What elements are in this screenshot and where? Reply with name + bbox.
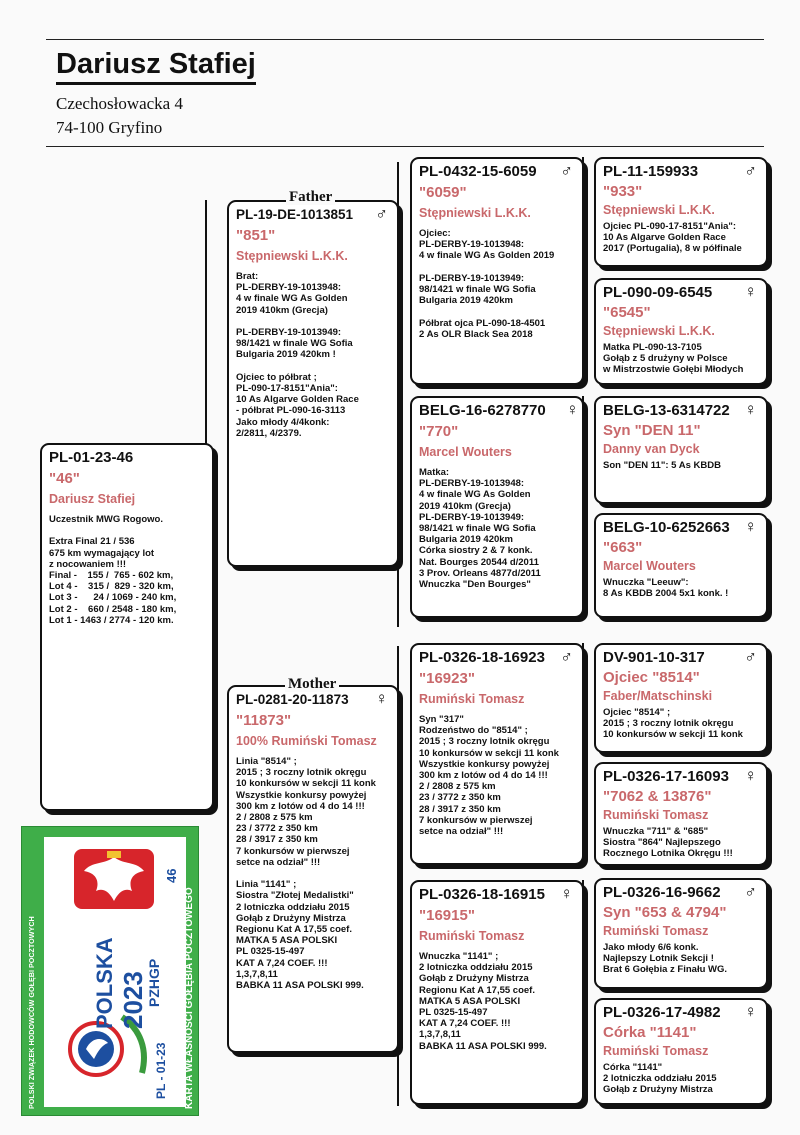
breeder-name: Stępniewski L.K.K. [236,249,348,263]
breeder-name: Stępniewski L.K.K. [419,206,531,220]
breeder-name: 100% Rumiński Tomasz [236,734,377,748]
pigeon-card-subject [40,443,214,811]
pigeon-card-fmm [594,513,768,618]
ring-number: PL-0326-17-16093 [603,768,729,785]
breeder-name: Rumiński Tomasz [603,808,709,822]
stamp-ring: PL - 01-23 [154,1042,168,1099]
breeder-name: Marcel Wouters [419,445,512,459]
stamp-vertical-text-left: POLSKI ZWIĄZEK HODOWCÓW GOŁĘBI POCZTOWYCH [27,916,36,1109]
ring-number: BELG-13-6314722 [603,402,730,419]
pigeon-name: Syn "DEN 11" [603,422,701,439]
pigeon-card-mmf [594,878,768,989]
pigeon-card-mmm [594,998,768,1105]
stamp-country-year [92,937,118,1029]
breeder-name: Rumiński Tomasz [419,692,525,706]
breeder-name: Faber/Matschinski [603,689,713,703]
address-city: 74-100 Gryfino [56,118,163,137]
female-icon: ♀ [560,884,573,903]
owner-name: Dariusz Stafiej [56,48,256,85]
female-icon: ♀ [744,1002,757,1021]
stamp-year: 2023 [118,971,148,1029]
female-icon: ♀ [744,766,757,785]
breeder-name: Rumiński Tomasz [603,1044,709,1058]
pigeon-name: "933" [603,183,643,200]
pedigree-notes: Wnuczka "711" & "685" Siostra "864" Najlepszego Rocznego Lotnika Okręgu !!! [603,826,733,860]
pigeon-card-father [227,200,399,567]
address-street: Czechosłowacka 4 [56,94,183,113]
pigeon-name: "770" [419,423,459,440]
pedigree-notes: Uczestnik MWG Rogowo. Extra Final 21 / 536 675 km wymagający lot z nocowaniem !!! Final - 155 / 765 - 602 km, Lot 4 - 315 / 829 - 320 km, Lot 3 - 24 / 1069 - 240 km, Lot 2 - 660 / 2548 - 180 km, Lot 1 - 1463 / 2774 - 120 km. [49,514,177,626]
pigeon-card-paternal-grandfather [410,157,584,385]
stamp-org: PZHGP [146,958,162,1007]
eagle-emblem-icon [74,849,154,909]
breeder-name: Stępniewski L.K.K. [603,324,715,338]
stamp-year-block [118,971,149,1029]
male-icon: ♂ [375,204,388,223]
ring-number: DV-901-10-317 [603,649,705,666]
mother-label: Mother [285,677,339,692]
pigeon-card-paternal-grandmother [410,396,584,618]
ring-number: PL-0326-18-16923 [419,649,545,666]
ring-number: PL-0326-18-16915 [419,886,545,903]
male-icon: ♂ [744,647,757,666]
ownership-card-body [44,837,186,1107]
father-label: Father [286,190,335,205]
pigeon-name: "11873" [236,712,292,729]
breeder-name: Rumiński Tomasz [603,924,709,938]
pedigree-notes: Ojciec "8514" ; 2015 ; 3 roczny lotnik okręgu 10 konkursów w sekcji 11 konk [603,707,743,741]
pedigree-notes: Syn "317" Rodzeństwo do "8514" ; 2015 ; 3 roczny lotnik okręgu 10 konkursów w sekcji 11 konk Wszystkie konkursy powyżej 300 km z lotów od 4 do 14 !!! 2 / 2808 z 575 km 23 / 3772 z 350 km 28 / 3917 z 350 km 7 konkursów w pierwszej setce na odział" !!! [419,714,559,838]
breeder-name: Dariusz Stafiej [49,492,136,506]
pigeon-name: Syn "653 & 4794" [603,904,727,921]
pigeon-card-mff [594,643,768,753]
pigeon-name: "6545" [603,304,651,321]
pigeon-name: "16923" [419,670,475,687]
pigeon-card-fff [594,157,768,267]
female-icon: ♀ [744,517,757,536]
pigeon-card-mother [227,685,399,1053]
ring-number: PL-01-23-46 [49,449,134,466]
female-icon: ♀ [744,400,757,419]
pigeon-card-maternal-grandmother [410,880,584,1105]
pigeon-name: "6059" [419,184,467,201]
stamp-vertical-text-right: KARTA WŁASNOŚCI GOŁĘBIA POCZTOWEGO [184,887,195,1109]
stamp-country: POLSKA [92,937,117,1029]
pedigree-notes: Matka: PL-DERBY-19-1013948: 4 w finale WG As Golden 2019 410km (Grecja) PL-DERBY-19-1013949: 98/1421 w finale WG Sofia Bulgaria 2019 420km Córka siostry 2 & 7 konk. Nat. Bourges 20544 d/2011 3 Prov. Orleans 4877d/2011 Wnuczka "Den Bourges" [419,467,541,591]
pedigree-notes: Wnuczka "Leeuw": 8 As KBDB 2004 5x1 konk. ! [603,577,729,600]
male-icon: ♂ [744,882,757,901]
pigeon-card-mfm [594,762,768,866]
top-rule [46,39,764,40]
breeder-name: Marcel Wouters [603,559,696,573]
pedigree-notes: Linia "8514" ; 2015 ; 3 roczny lotnik okręgu 10 konkursów w sekcji 11 konk Wszystkie konkursy powyżej 300 km z lotów od 4 do 14 !!! 2 / 2808 z 575 km 23 / 3772 z 350 km 28 / 3917 z 350 km 7 konkursów w pierwszej setce na odział" !!! Linia "1141" ; Siostra "Złotej Medalistki" 2 lotniczka oddziału 2015 Gołąb z Drużyny Mistrza Regionu Kat A 17,55 coef. MATKA 5 ASA POLSKI PL 0325-15-497 KAT A 7,24 COEF. !!! 1,3,7,8,11 BABKA 11 ASA POLSKI 999. [236,756,376,992]
pigeon-name: "46" [49,470,80,487]
female-icon: ♀ [566,400,579,419]
male-icon: ♂ [560,161,573,180]
pigeon-name: "851" [236,227,276,244]
stamp-number: 46 [164,868,179,883]
ring-number: BELG-16-6278770 [419,402,546,419]
header-bottom-rule [46,146,764,147]
pigeon-name: "16915" [419,907,475,924]
pedigree-notes: Jako młody 6/6 konk. Najlepszy Lotnik Sekcji ! Brat 6 Gołębia z Finału WG. [603,942,728,976]
pigeon-name: "663" [603,539,643,556]
pedigree-notes: Matka PL-090-13-7105 Gołąb z 5 drużyny w Polsce w Mistrzostwie Gołębi Młodych [603,342,744,376]
pedigree-notes: Ojciec PL-090-17-8151"Ania": 10 As Algarve Golden Race 2017 (Portugalia), 8 w półfinale [603,221,742,255]
female-icon: ♀ [744,282,757,301]
ownership-card [21,826,199,1116]
ring-number: PL-0326-16-9662 [603,884,721,901]
pigeon-name: Ojciec "8514" [603,669,700,686]
ring-number: PL-11-159933 [603,163,699,180]
pigeon-name: Córka "1141" [603,1024,697,1041]
pigeon-card-fmf [594,396,768,504]
pedigree-notes: Son "DEN 11": 5 As KBDB [603,460,721,471]
stamp-org-block [146,959,164,1007]
breeder-name: Stępniewski L.K.K. [603,203,715,217]
ring-number: PL-0326-17-4982 [603,1004,721,1021]
ring-number: PL-0432-15-6059 [419,163,537,180]
pigeon-card-maternal-grandfather [410,643,584,865]
ring-number: PL-0281-20-11873 [236,692,349,707]
pedigree-notes: Wnuczka "1141" ; 2 lotniczka oddziału 2015 Gołąb z Drużyny Mistrza Regionu Kat A 17,55 coef. MATKA 5 ASA POLSKI PL 0325-15-497 KAT A 7,24 COEF. !!! 1,3,7,8,11 BABKA 11 ASA POLSKI 999. [419,951,547,1052]
pedigree-notes: Ojciec: PL-DERBY-19-1013948: 4 w finale WG As Golden 2019 PL-DERBY-19-1013949: 98/1421 w finale WG Sofia Bulgaria 2019 420km Półbrat ojca PL-090-18-4501 2 As OLR Black Sea 2018 [419,228,555,340]
male-icon: ♂ [560,647,573,666]
female-icon: ♀ [375,689,388,708]
breeder-name: Danny van Dyck [603,442,700,456]
breeder-name: Rumiński Tomasz [419,929,525,943]
ring-number: PL-090-09-6545 [603,284,713,301]
pigeon-name: "7062 & 13876" [603,788,712,805]
male-icon: ♂ [744,161,757,180]
ring-number: BELG-10-6252663 [603,519,730,536]
pedigree-notes: Brat: PL-DERBY-19-1013948: 4 w finale WG As Golden 2019 410km (Grecja) PL-DERBY-19-1013949: 98/1421 w finale WG Sofia Bulgaria 2019 420km ! Ojciec to półbrat ; PL-090-17-8151"Ania": 10 As Algarve Golden Race - półbrat PL-090-16-3113 Jako młody 4/4konk: 2/2811, 4/2379. [236,271,359,439]
pedigree-notes: Córka "1141" 2 lotniczka oddziału 2015 Gołąb z Drużyny Mistrza [603,1062,717,1096]
ring-number: PL-19-DE-1013851 [236,207,354,222]
pigeon-card-ffm [594,278,768,385]
